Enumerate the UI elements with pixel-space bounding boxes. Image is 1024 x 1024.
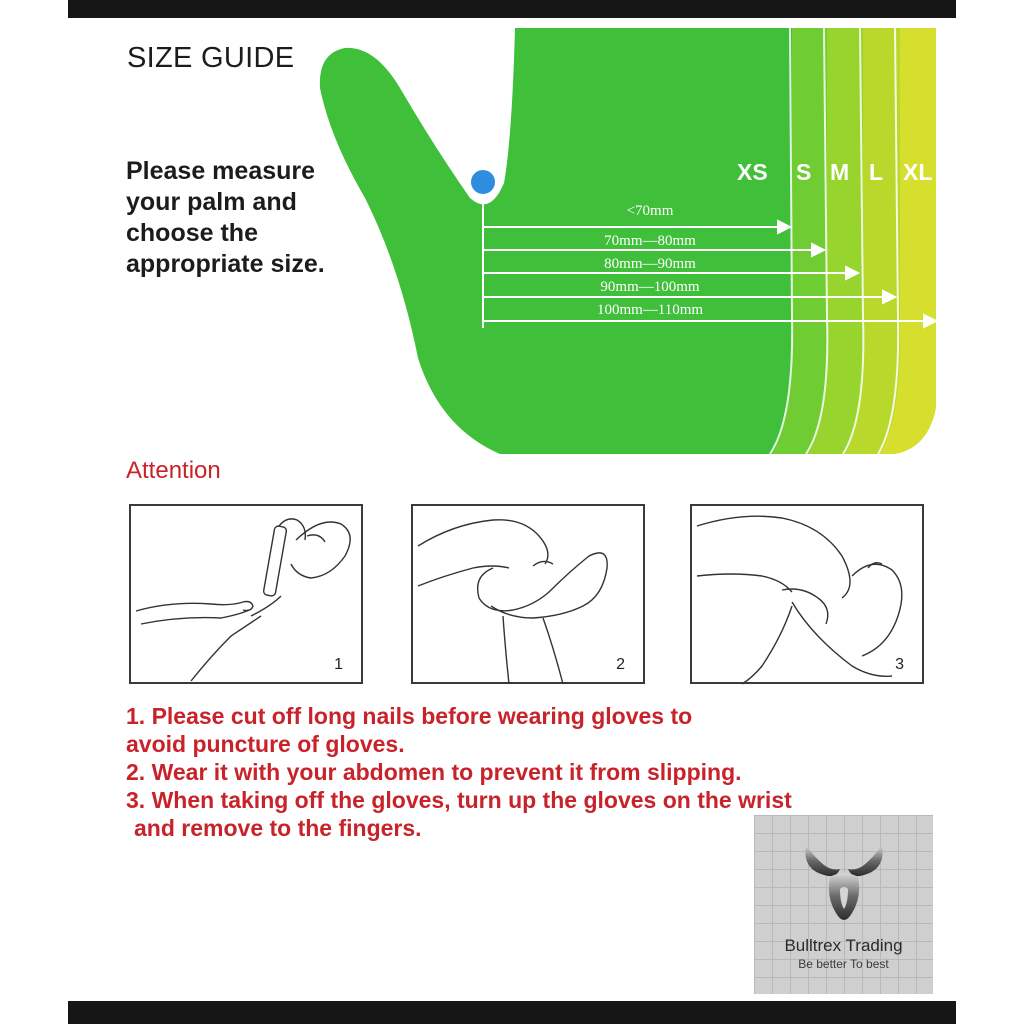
removing-glove-illustration-icon: [692, 506, 926, 686]
brand-logo-box: [754, 815, 933, 994]
size-label-s: S: [796, 159, 812, 185]
size-label-xs: XS: [737, 159, 768, 185]
range-label-xl: 100mm—110mm: [596, 302, 704, 318]
attention-title: Attention: [126, 457, 221, 484]
size-label-l: L: [869, 159, 884, 185]
range-label-m: 80mm—90mm: [604, 256, 696, 272]
bull-horns-logo-icon: [802, 839, 886, 931]
range-label-s: 70mm—80mm: [604, 233, 696, 249]
panel-number-1: 1: [334, 656, 343, 673]
note-line-4: 3. When taking off the gloves, turn up the gloves on the wrist: [126, 787, 792, 813]
brand-slogan: Be better To best: [798, 957, 889, 971]
size-label-m: M: [830, 159, 850, 185]
top-frame-bar: [68, 0, 956, 18]
range-label-l: 90mm—100mm: [600, 279, 700, 295]
measure-point-icon: [470, 169, 496, 195]
wearing-glove-illustration-icon: [413, 506, 647, 686]
panel-number-2: 2: [616, 656, 625, 673]
attention-panel-3: [690, 504, 924, 684]
measure-instruction: Please measure your palm and choose the appropriate size.: [126, 157, 325, 278]
bottom-frame-bar: [68, 1001, 956, 1024]
size-guide-title: SIZE GUIDE: [127, 42, 295, 74]
nail-clipper-illustration-icon: [131, 506, 365, 686]
note-line-1: 1. Please cut off long nails before wearing gloves to: [126, 703, 693, 729]
panel-number-3: 3: [895, 656, 904, 673]
note-line-5: and remove to the fingers.: [134, 815, 422, 841]
attention-panel-1: [129, 504, 363, 684]
brand-name: Bulltrex Trading: [784, 936, 903, 955]
size-label-xl: XL: [903, 159, 933, 185]
note-line-3: 2. Wear it with your abdomen to prevent it from slipping.: [126, 759, 742, 785]
note-line-2: avoid puncture of gloves.: [126, 731, 405, 757]
range-label-xs: <70mm: [626, 203, 674, 219]
attention-panel-2: [411, 504, 645, 684]
